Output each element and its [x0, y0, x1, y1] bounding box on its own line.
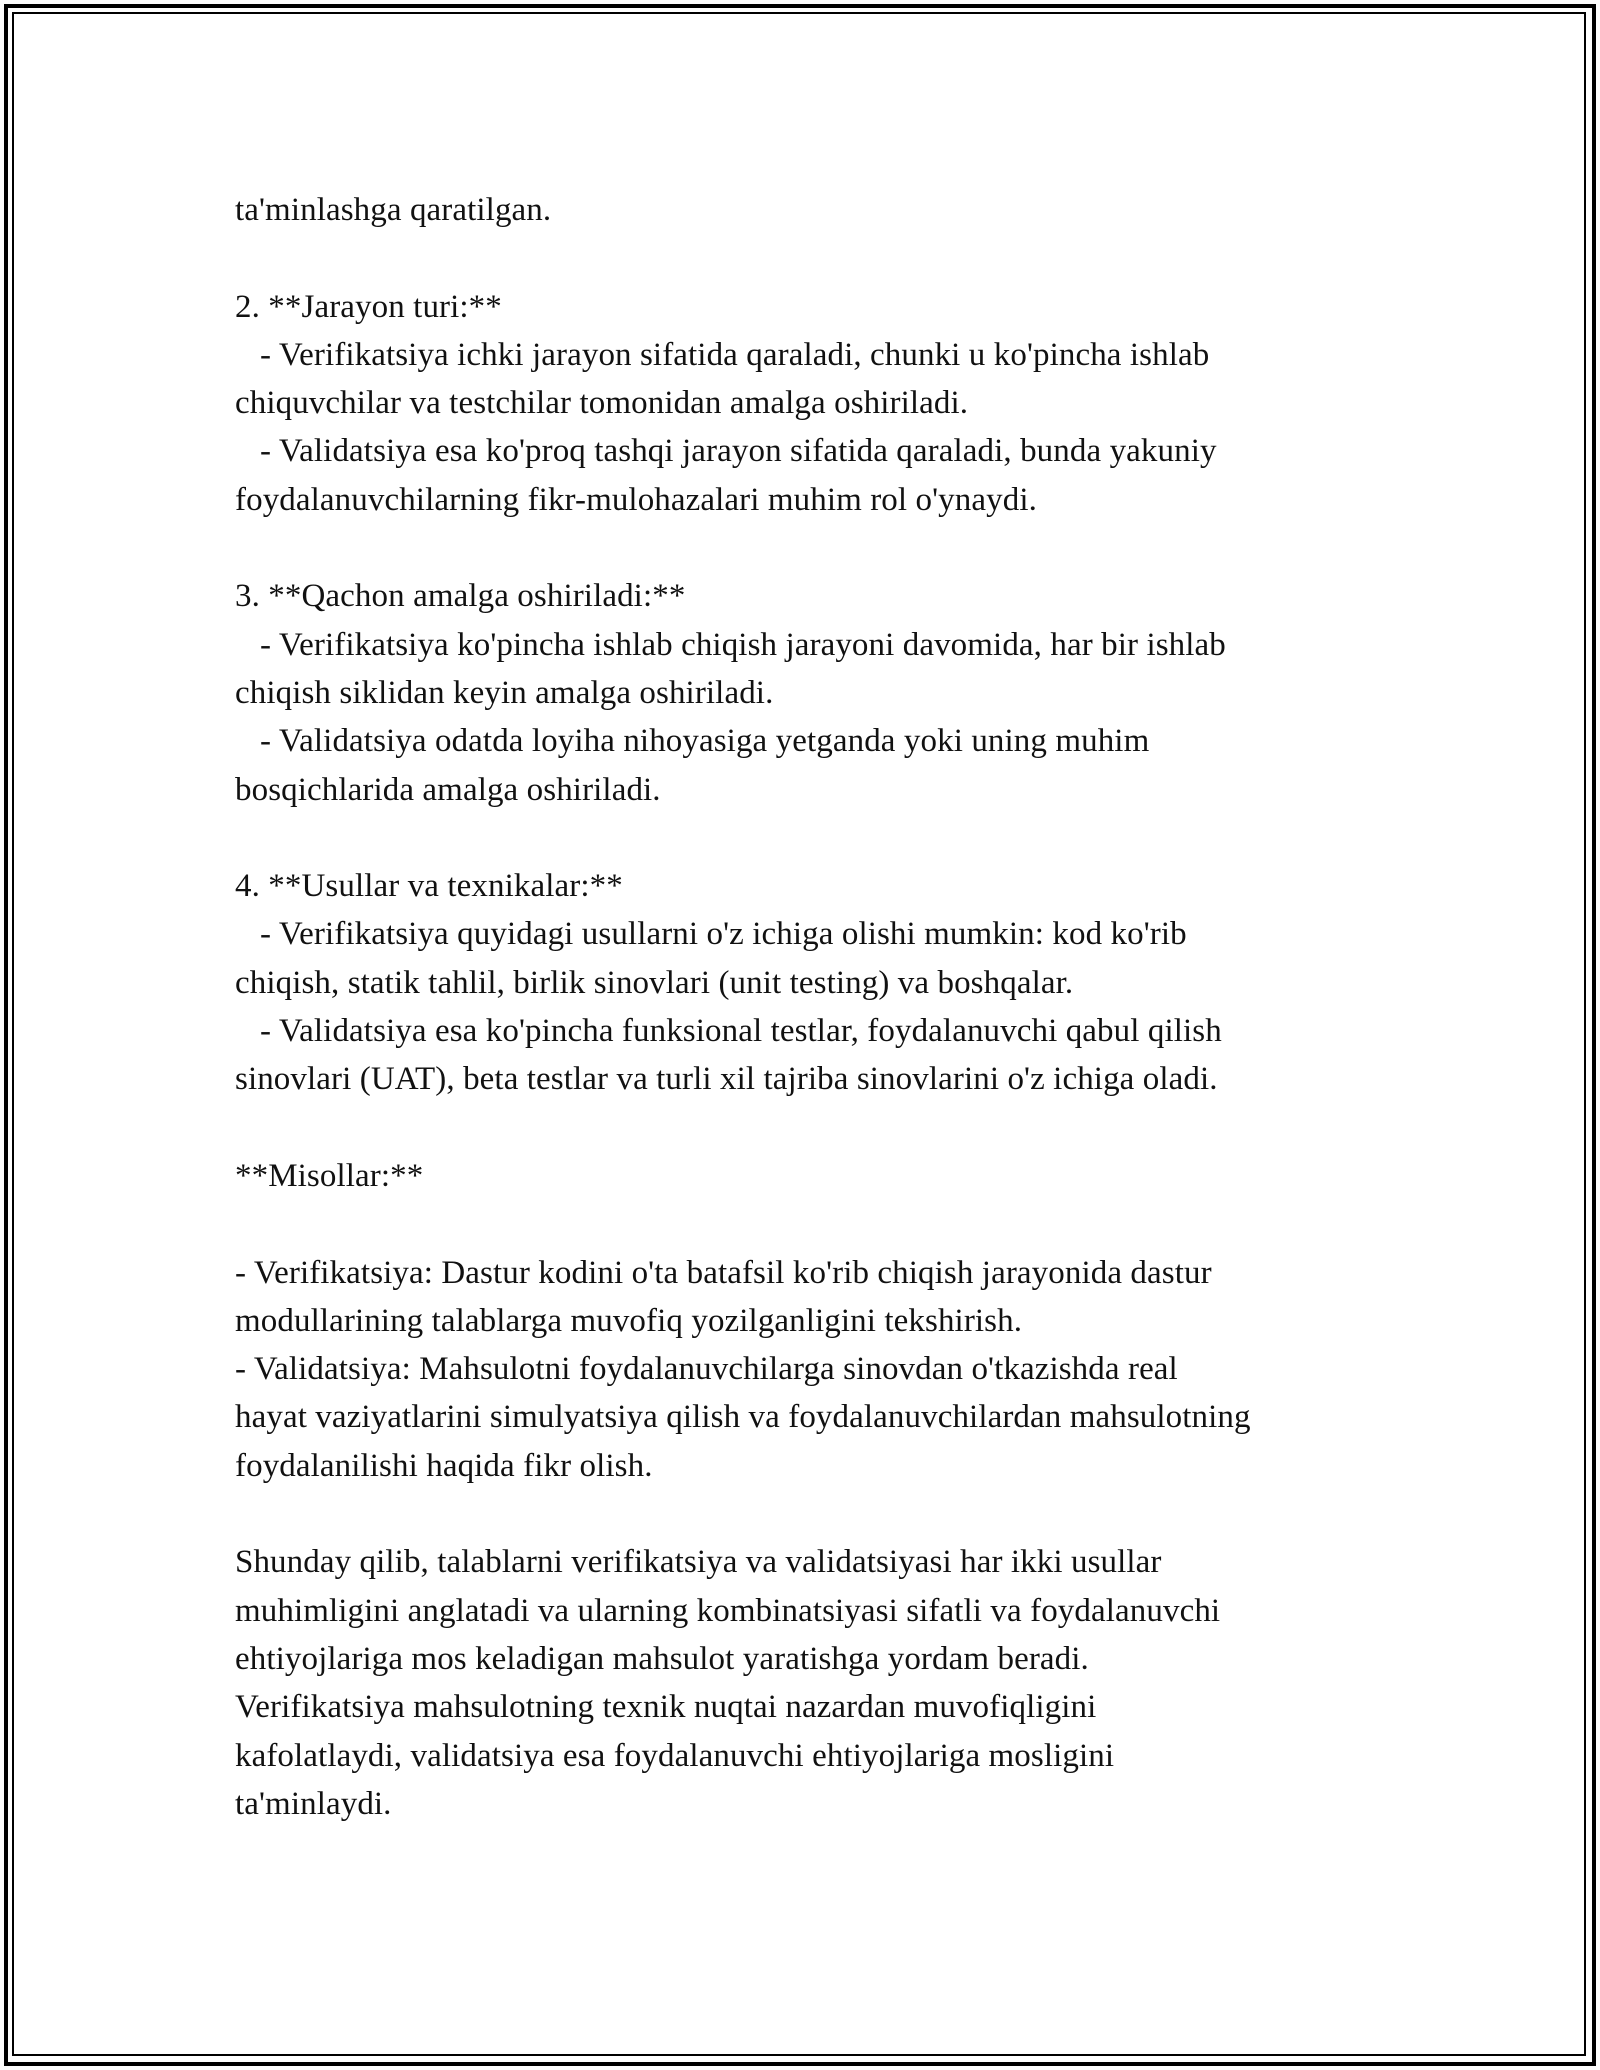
text-line: - Verifikatsiya: Dastur kodini o'ta batafsil ko'rib chiqish jarayonida dastur: [235, 1254, 1212, 1291]
text-line: foydalanilishi haqida fikr olish.: [235, 1447, 653, 1484]
blank-line: [235, 1104, 1375, 1152]
text-line: muhimligini anglatadi va ularning kombinatsiyasi sifatli va foydalanuvchi: [235, 1592, 1221, 1629]
text-line: modullarining talablarga muvofiq yozilganligini tekshirish.: [235, 1302, 1023, 1339]
text-line: chiqish, statik tahlil, birlik sinovlari (unit testing) va boshqalar.: [235, 964, 1074, 1001]
text-line: ehtiyojlariga mos keladigan mahsulot yaratishga yordam beradi.: [235, 1640, 1089, 1677]
text-line: - Validatsiya esa ko'pincha funksional testlar, foydalanuvchi qabul qilish: [235, 1013, 1222, 1050]
section-heading: 2. **Jarayon turi:**: [235, 288, 502, 325]
text-line: ta'minlashga qaratilgan.: [235, 192, 552, 228]
text-line: - Verifikatsiya quyidagi usullarni o'z ichiga olishi mumkin: kod ko'rib: [235, 916, 1187, 953]
text-line: - Verifikatsiya ko'pincha ishlab chiqish jarayoni davomida, har bir ishlab: [235, 626, 1226, 663]
blank-line: [235, 814, 1375, 862]
document-body: [235, 186, 1375, 1828]
text-line: - Validatsiya odatda loyiha nihoyasiga yetganda yoki uning muhim: [235, 723, 1150, 760]
blank-line: [235, 1490, 1375, 1538]
text-line: Shunday qilib, talablarni verifikatsiya va validatsiyasi har ikki usullar: [235, 1544, 1162, 1581]
text-line: chiquvchilar va testchilar tomonidan amalga oshiriladi.: [235, 385, 969, 422]
text-line: sinovlari (UAT), beta testlar va turli xil tajriba sinovlarini o'z ichiga oladi.: [235, 1061, 1218, 1098]
text-line: - Validatsiya esa ko'proq tashqi jarayon sifatida qaraladi, bunda yakuniy: [235, 433, 1217, 470]
text-line: hayat vaziyatlarini simulyatsiya qilish va foydalanuvchilardan mahsulotning: [235, 1399, 1251, 1436]
text-line: foydalanuvchilarning fikr-mulohazalari muhim rol o'ynaydi.: [235, 481, 1037, 518]
text-line: ta'minlaydi.: [235, 1785, 392, 1822]
text-line: chiqish siklidan keyin amalga oshiriladi.: [235, 674, 774, 711]
text-line: bosqichlarida amalga oshiriladi.: [235, 771, 661, 808]
text-line: - Validatsiya: Mahsulotni foydalanuvchilarga sinovdan o'tkazishda real: [235, 1351, 1178, 1388]
section-heading: **Misollar:**: [235, 1157, 424, 1194]
text-line: kafolatlaydi, validatsiya esa foydalanuvchi ehtiyojlariga mosligini: [235, 1737, 1115, 1774]
text-line: - Verifikatsiya ichki jarayon sifatida qaraladi, chunki u ko'pincha ishlab: [235, 336, 1210, 373]
section-heading: 4. **Usullar va texnikalar:**: [235, 868, 623, 905]
blank-line: [235, 524, 1375, 572]
blank-line: [235, 1200, 1375, 1248]
text-line: Verifikatsiya mahsulotning texnik nuqtai nazardan muvofiqligini: [235, 1689, 1097, 1726]
blank-line: [235, 234, 1375, 282]
section-heading: 3. **Qachon amalga oshiriladi:**: [235, 578, 686, 615]
